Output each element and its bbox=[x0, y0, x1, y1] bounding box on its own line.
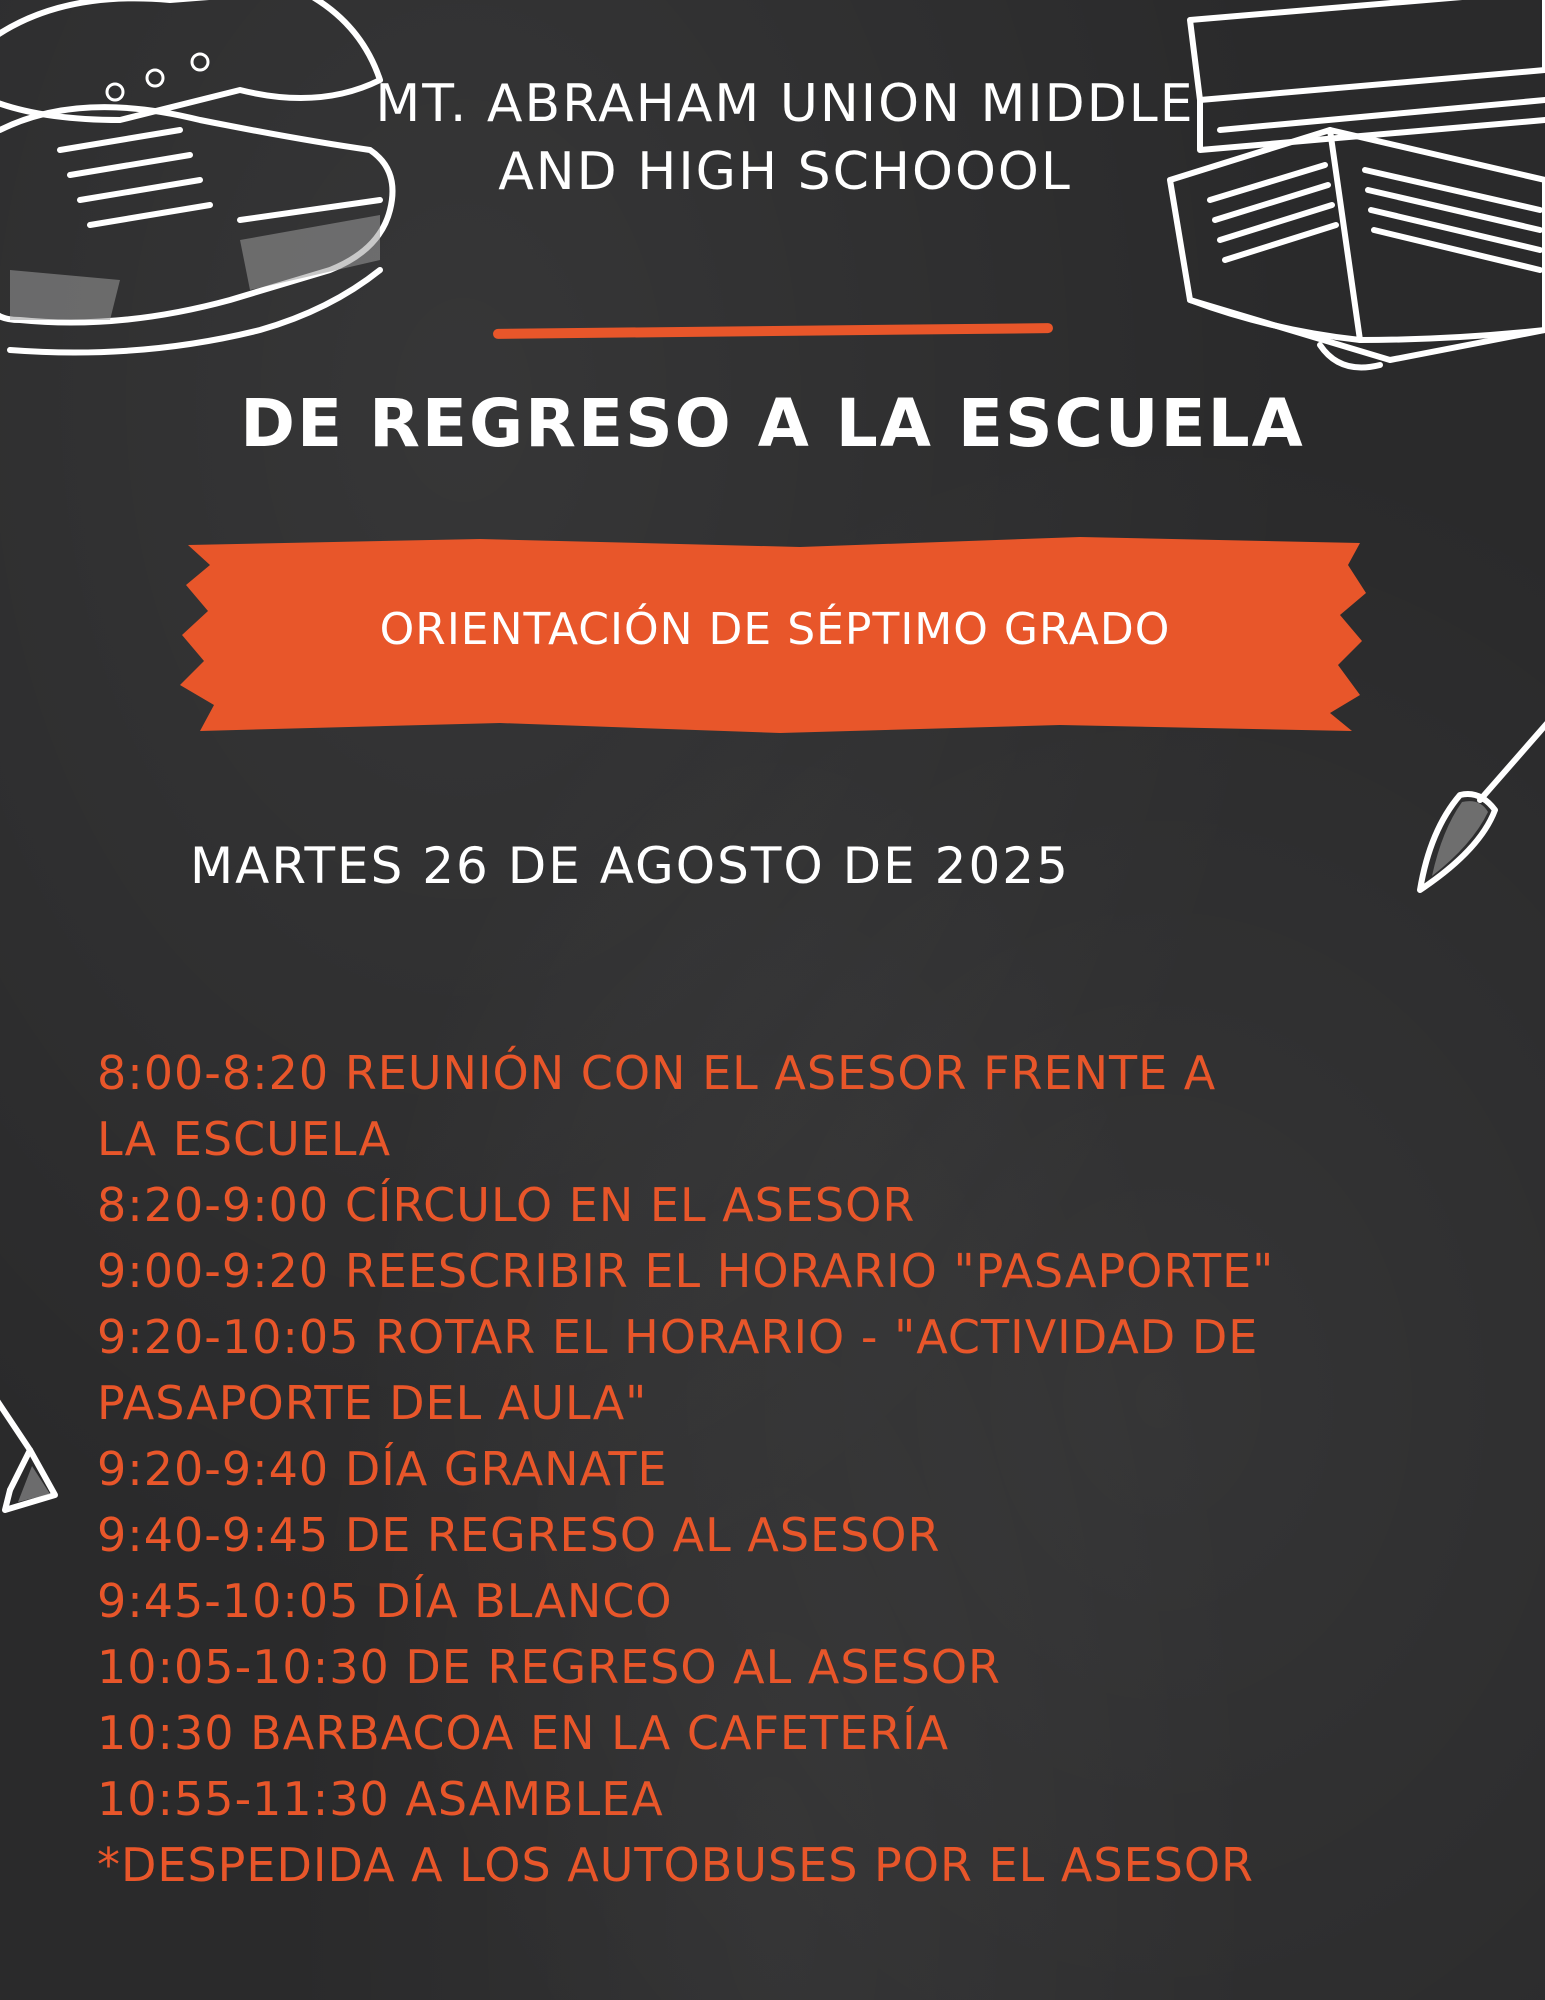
schedule-line: 9:45-10:05 DÍA BLANCO bbox=[97, 1574, 673, 1628]
schedule-line: 10:55-11:30 ASAMBLEA bbox=[97, 1772, 664, 1826]
schedule-line: LA ESCUELA bbox=[97, 1112, 392, 1166]
schedule-line: 9:40-9:45 DE REGRESO AL ASESOR bbox=[97, 1508, 941, 1562]
event-date: MARTES 26 DE AGOSTO DE 2025 bbox=[190, 837, 1070, 895]
schedule-line: 9:20-10:05 ROTAR EL HORARIO - "ACTIVIDAD DE bbox=[97, 1310, 1259, 1364]
schedule-line: PASAPORTE DEL AULA" bbox=[97, 1376, 648, 1430]
title-underline bbox=[493, 323, 1053, 339]
schedule-list bbox=[97, 1040, 1497, 1898]
pencil-illustration bbox=[0, 1370, 80, 1530]
schedule-line: 10:05-10:30 DE REGRESO AL ASESOR bbox=[97, 1640, 1002, 1694]
schedule-line: 8:20-9:00 CÍRCULO EN EL ASESOR bbox=[97, 1178, 916, 1232]
orientation-banner-text: ORIENTACIÓN DE SÉPTIMO GRADO bbox=[379, 604, 1171, 655]
paintbrush-illustration bbox=[1400, 700, 1545, 900]
schedule-line: *DESPEDIDA A LOS AUTOBUSES POR EL ASESOR bbox=[97, 1838, 1254, 1892]
schedule-line: 9:00-9:20 REESCRIBIR EL HORARIO "PASAPORTE" bbox=[97, 1244, 1275, 1298]
school-name: MT. ABRAHAM UNION MIDDLE AND HIGH SCHOOOL bbox=[375, 74, 1195, 202]
schedule-line: 10:30 BARBACOA EN LA CAFETERÍA bbox=[97, 1706, 950, 1760]
main-heading: DE REGRESO A LA ESCUELA bbox=[240, 385, 1305, 462]
schedule-line: 9:20-9:40 DÍA GRANATE bbox=[97, 1442, 668, 1496]
schedule-line: 8:00-8:20 REUNIÓN CON EL ASESOR FRENTE A bbox=[97, 1046, 1217, 1100]
